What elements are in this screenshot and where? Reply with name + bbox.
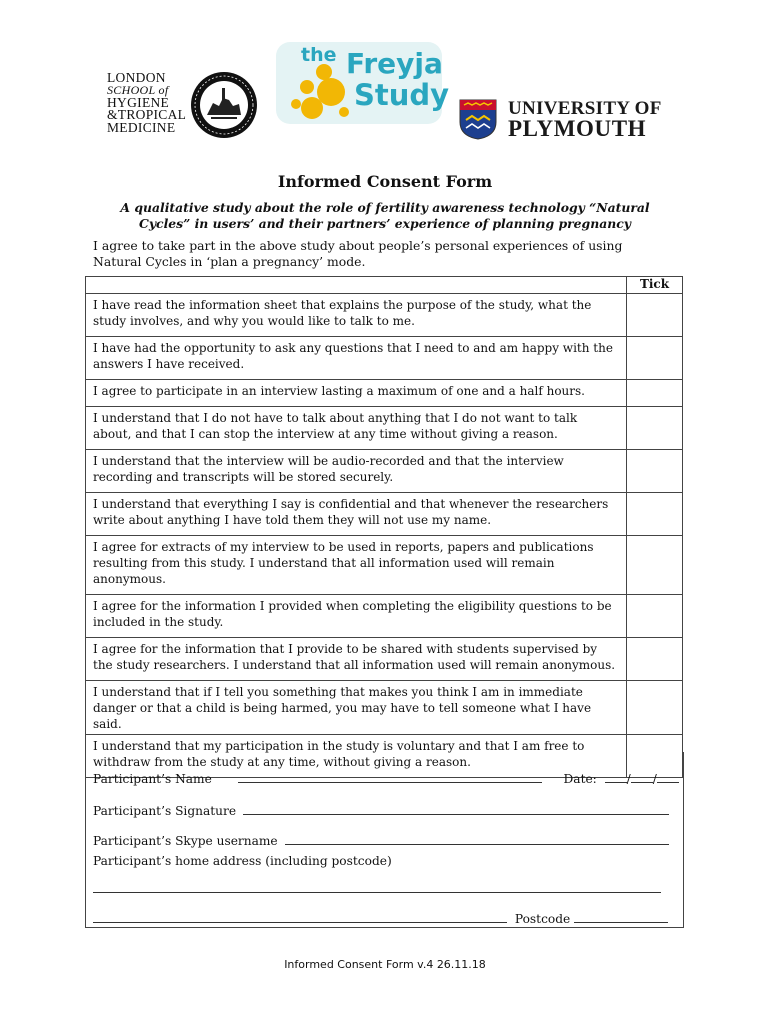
participant-skype-label: Participant’s Skype username [93, 834, 278, 848]
consent-statement: I have read the information sheet that explains the purpose of the study, what the study involves, and why you would like to talk to me. [86, 294, 627, 337]
form-title: Informed Consent Form [277, 172, 493, 191]
address-postcode-row [93, 910, 668, 926]
date-day-field[interactable] [605, 770, 627, 783]
signature-row [93, 802, 669, 818]
university-of-plymouth-logo [456, 96, 664, 140]
date-year-field[interactable] [657, 770, 679, 783]
participant-signature-field[interactable] [243, 802, 669, 815]
tick-box[interactable] [627, 380, 683, 407]
plymouth-line-2: PLYMOUTH [508, 116, 647, 141]
consent-row [86, 450, 683, 493]
address-line-2-field[interactable] [93, 910, 507, 923]
tick-box[interactable] [627, 681, 683, 735]
participant-address-label: Participant’s home address (including postcode) [93, 854, 392, 868]
consent-row [86, 380, 683, 407]
freyja-name: Freyja [346, 47, 443, 80]
freyja-study-logo [276, 42, 450, 124]
postcode-field[interactable] [574, 910, 668, 923]
tick-box[interactable] [627, 450, 683, 493]
consent-statement: I understand that my participation in the study is voluntary and that I am free to withdraw from the study at any time, without giving a reason. [86, 735, 627, 778]
postcode-label: Postcode [514, 912, 571, 926]
consent-table [85, 276, 683, 778]
consent-row [86, 536, 683, 595]
name-row: Participant’s Name Date: / / [93, 770, 679, 786]
lshtm-seal-icon [189, 70, 259, 140]
form-version-footer: Informed Consent Form v.4 26.11.18 [284, 958, 486, 971]
lshtm-line: &TROPICAL [107, 107, 187, 123]
participant-name-field[interactable] [238, 770, 542, 783]
lshtm-line: LONDON [107, 70, 166, 85]
tick-box[interactable] [627, 407, 683, 450]
plymouth-line-1: UNIVERSITY OF [508, 98, 662, 119]
consent-intro: I agree to take part in the above study about people’s personal experiences of using Natural Cycles in ‘plan a pregnancy’ mode. [93, 238, 623, 269]
freyja-the: the [301, 44, 337, 66]
consent-row [86, 407, 683, 450]
consent-statement: I agree for extracts of my interview to be used in reports, papers and publications resulting from this study. I understand that all information used will remain anonymous. [86, 536, 627, 595]
tick-box[interactable] [627, 536, 683, 595]
address-label-row [93, 854, 392, 868]
consent-row [86, 681, 683, 735]
participant-skype-field[interactable] [285, 832, 669, 845]
consent-statement: I understand that I do not have to talk about anything that I do not want to talk about, and that I can stop the interview at any time without giving a reason. [86, 407, 627, 450]
participant-details-box [85, 752, 684, 928]
tick-box[interactable] [627, 294, 683, 337]
date-label: Date: [563, 772, 597, 786]
tick-box[interactable] [627, 595, 683, 638]
lshtm-logo [107, 70, 257, 142]
consent-row [86, 595, 683, 638]
lshtm-line: HYGIENE [107, 94, 170, 110]
date-month-field[interactable] [631, 770, 653, 783]
tick-box[interactable] [627, 638, 683, 681]
lshtm-line: SCHOOL of [107, 83, 169, 98]
lshtm-line: MEDICINE [107, 119, 176, 135]
lshtm-wordmark [107, 72, 186, 134]
participant-name-label: Participant’s Name [93, 772, 212, 786]
address-line-1-field[interactable] [93, 880, 661, 893]
freyja-study-word: Study [354, 78, 450, 112]
participant-signature-label: Participant’s Signature [93, 804, 237, 818]
study-subtitle: A qualitative study about the role of fertility awareness technology “Natural Cycles” in users’ and their partners’ experience of planning pregnancy [120, 200, 650, 231]
address-line-row [93, 880, 661, 896]
consent-statement: I agree for the information I provided when completing the eligibility questions to be included in the study. [86, 595, 627, 638]
consent-statement: I understand that if I tell you something that makes you think I am in immediate danger or that a child is being harmed, you may have to tell someone what I have said. [86, 681, 627, 735]
consent-statement: I have had the opportunity to ask any questions that I need to and am happy with the answers I have received. [86, 337, 627, 380]
consent-statement: I understand that everything I say is confidential and that whenever the researchers write about anything I have told them they will not use my name. [86, 493, 627, 536]
consent-row [86, 294, 683, 337]
skype-row [93, 832, 669, 848]
consent-statement: I agree for the information that I provide to be shared with students supervised by the study researchers. I understand that all information used will remain anonymous. [86, 638, 627, 681]
consent-row [86, 493, 683, 536]
consent-statement: I understand that the interview will be audio-recorded and that the interview recording and transcripts will be stored securely. [86, 450, 627, 493]
consent-row [86, 337, 683, 380]
table-header-blank [86, 277, 627, 294]
consent-statement: I agree to participate in an interview lasting a maximum of one and a half hours. [86, 380, 627, 407]
tick-box[interactable] [627, 493, 683, 536]
tick-column-header: Tick [627, 277, 683, 294]
plymouth-shield-icon [458, 98, 498, 140]
tick-box[interactable] [627, 337, 683, 380]
consent-row [86, 638, 683, 681]
